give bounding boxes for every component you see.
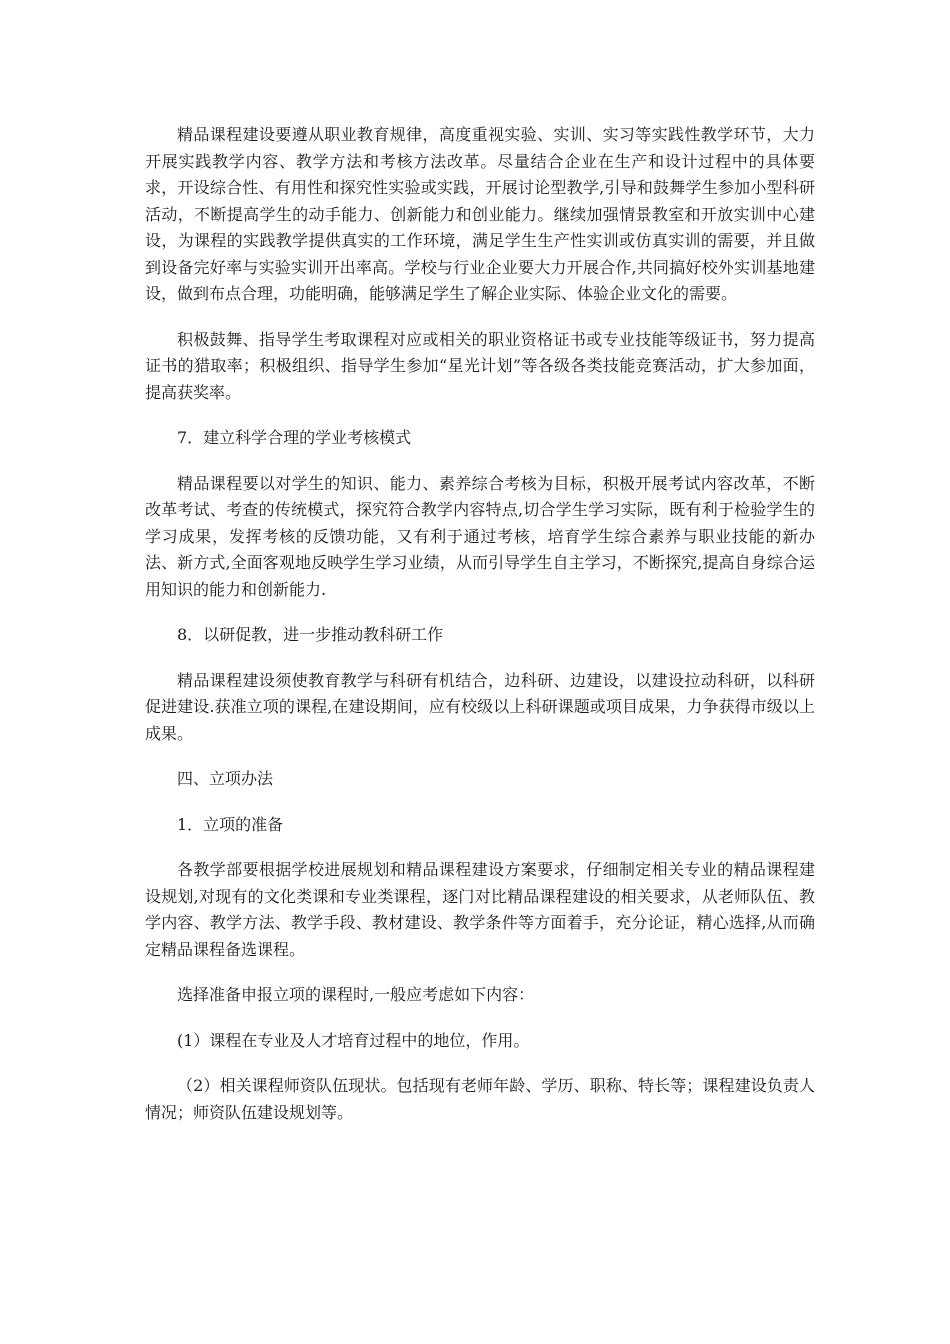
heading-section-four: 四、立项办法 (177, 769, 274, 788)
paragraph-assessment: 精品课程要以对学生的知识、能力、素养综合考核为目标，积极开展考试内容改革，不断改革考试、考查的传统模式，探究符合教学内容特点,切合学生学习实际，既有利于检验学生的学习成果，发挥考核的反馈功能，又有利于通过考核，培育学生综合素养与职业技能的新办法、新方式,全面客观地反映学生学习业绩，从而引导学生自主学习，不断探究,提高自身综合运用知识的能力和创新能力. (145, 473, 815, 599)
list-item-1: (1）课程在专业及人才培育过程中的地位，作用。 (177, 1030, 530, 1050)
list-item-2: （2）相关课程师资队伍现状。包括现有老师年龄、学历、职称、特长等；课程建设负责人情况；师资队伍建设规划等。 (145, 1076, 815, 1122)
document-page (145, 122, 815, 1145)
paragraph-preparation: 各教学部要根据学校进展规划和精品课程建设方案要求，仔细制定相关专业的精品课程建设规划,对现有的文化类课和专业类课程，逐门对比精品课程建设的相关要求，从老师队伍、教学内容、教学方法、教学手段、教材建设、教学条件等方面着手，充分论证，精心选择,从而确定精品课程备选课程。 (145, 860, 815, 959)
paragraph-research: 精品课程建设须使教育教学与科研有机结合，边科研、边建设，以建设拉动科研，以科研促进建设.获准立项的课程,在建设期间，应有校级以上科研课题或项目成果，力争获得市级以上成果。 (145, 670, 815, 743)
heading-research: 8．以研促教，进一步推动教科研工作 (177, 625, 444, 644)
heading-preparation: 1．立项的准备 (177, 814, 284, 834)
paragraph-certificates: 积极鼓舞、指导学生考取课程对应或相关的职业资格证书或专业技能等级证书，努力提高证书的猎取率；积极组织、指导学生参加“星光计划”等各级各类技能竞赛活动，扩大参加面，提高获奖率。 (145, 329, 815, 402)
heading-assessment-model: 7．建立科学合理的学业考核模式 (177, 428, 412, 447)
paragraph-practice-teaching: 精品课程建设要遵从职业教育规律，高度重视实验、实训、实习等实践性教学环节，大力开展实践教学内容、教学方法和考核方法改革。尽量结合企业在生产和设计过程中的具体要求，开设综合性、有用性和探究性实验或实践，开展讨论型教学,引导和鼓舞学生参加小型科研活动，不断提高学生的动手能力、创新能力和创业能力。继续加强情景教室和开放实训中心建设，为课程的实践教学提供真实的工作环境，满足学生生产性实训或仿真实训的需要，并且做到设备完好率与实验实训开出率高。学校与行业企业要大力开展合作,共同搞好校外实训基地建设，做到布点合理，功能明确，能够满足学生了解企业实际、体验企业文化的需要。 (145, 125, 815, 303)
paragraph-selection-intro: 选择准备申报立项的课程时,一般应考虑如下内容： (177, 985, 535, 1004)
